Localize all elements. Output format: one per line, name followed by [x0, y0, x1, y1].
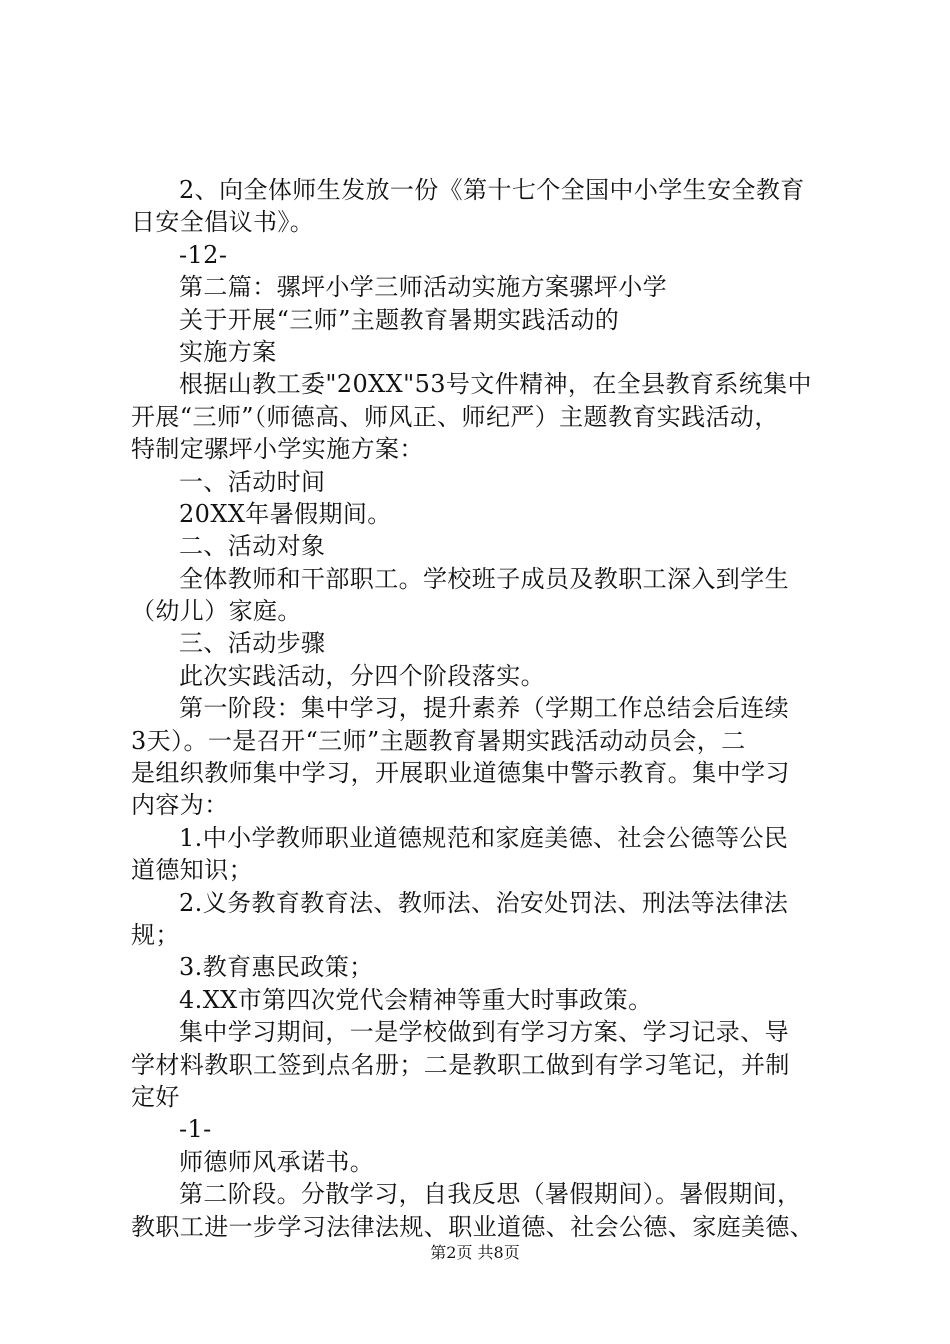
text-line: 是组织教师集中学习，开展职业道德集中警示教育。集中学习 [131, 759, 790, 788]
document-body [131, 174, 831, 1243]
text-line: 实施方案 [179, 337, 277, 366]
text-line: 第一阶段：集中学习，提升素养（学期工作总结会后连续 [179, 694, 789, 723]
text-line: 3.教育惠民政策； [179, 953, 374, 982]
text-line: 4.XX市第四次党代会精神等重大时事政策。 [179, 985, 653, 1014]
text-line: -12- [179, 240, 228, 269]
text-line: 学材料教职工签到点名册；二是教职工做到有学习笔记，并制 [131, 1050, 790, 1079]
text-line: 开展“三师”（师德高、师风正、师纪严）主题教育实践活动， [131, 402, 779, 431]
text-line: 定好 [131, 1082, 180, 1111]
page-number-footer: 第2页 共8页 [430, 1243, 520, 1262]
text-line: 教职工进一步学习法律法规、职业道德、社会公德、家庭美德、 [131, 1212, 815, 1241]
text-line: 内容为： [131, 791, 229, 820]
text-line: 集中学习期间，一是学校做到有学习方案、学习记录、导 [179, 1018, 789, 1047]
text-line: 2、向全体师生发放一份《第十七个全国中小学生安全教育 [179, 176, 805, 204]
text-line: 20XX年暑假期间。 [179, 499, 392, 528]
text-line: 第二阶段。分散学习，自我反思（暑假期间）。暑假期间， [179, 1180, 802, 1209]
text-line: 规； [131, 920, 180, 949]
text-line: 日安全倡议书》。 [131, 208, 315, 237]
text-line: 此次实践活动，分四个阶段落实。 [179, 661, 545, 690]
text-line: 道德知识； [131, 856, 253, 885]
text-line: 二、活动对象 [179, 532, 326, 561]
text-line: 师德师风承诺书。 [179, 1147, 375, 1176]
text-line: 第二篇：骡坪小学三师活动实施方案骡坪小学 [179, 273, 667, 302]
text-line: 根据山教工委"20XX"53号文件精神，在全县教育系统集中 [179, 370, 812, 399]
text-line: -1- [179, 1115, 212, 1144]
text-line: 1.中小学教师职业道德规范和家庭美德、社会公德等公民 [179, 823, 789, 852]
text-line: 关于开展“三师”主题教育暑期实践活动的 [179, 305, 620, 334]
text-line: 一、活动时间 [179, 467, 326, 496]
text-line: 2.义务教育教育法、教师法、治安处罚法、刑法等法律法 [179, 888, 789, 917]
text-line: 3天）。一是召开“三师”主题教育暑期实践活动动员会，二 [131, 726, 746, 755]
text-line: （幼儿）家庭。 [131, 597, 302, 626]
text-line: 全体教师和干部职工。学校班子成员及教职工深入到学生 [179, 564, 789, 593]
text-line: 三、活动步骤 [179, 629, 326, 658]
text-line: 特制定骡坪小学实施方案： [131, 435, 424, 464]
